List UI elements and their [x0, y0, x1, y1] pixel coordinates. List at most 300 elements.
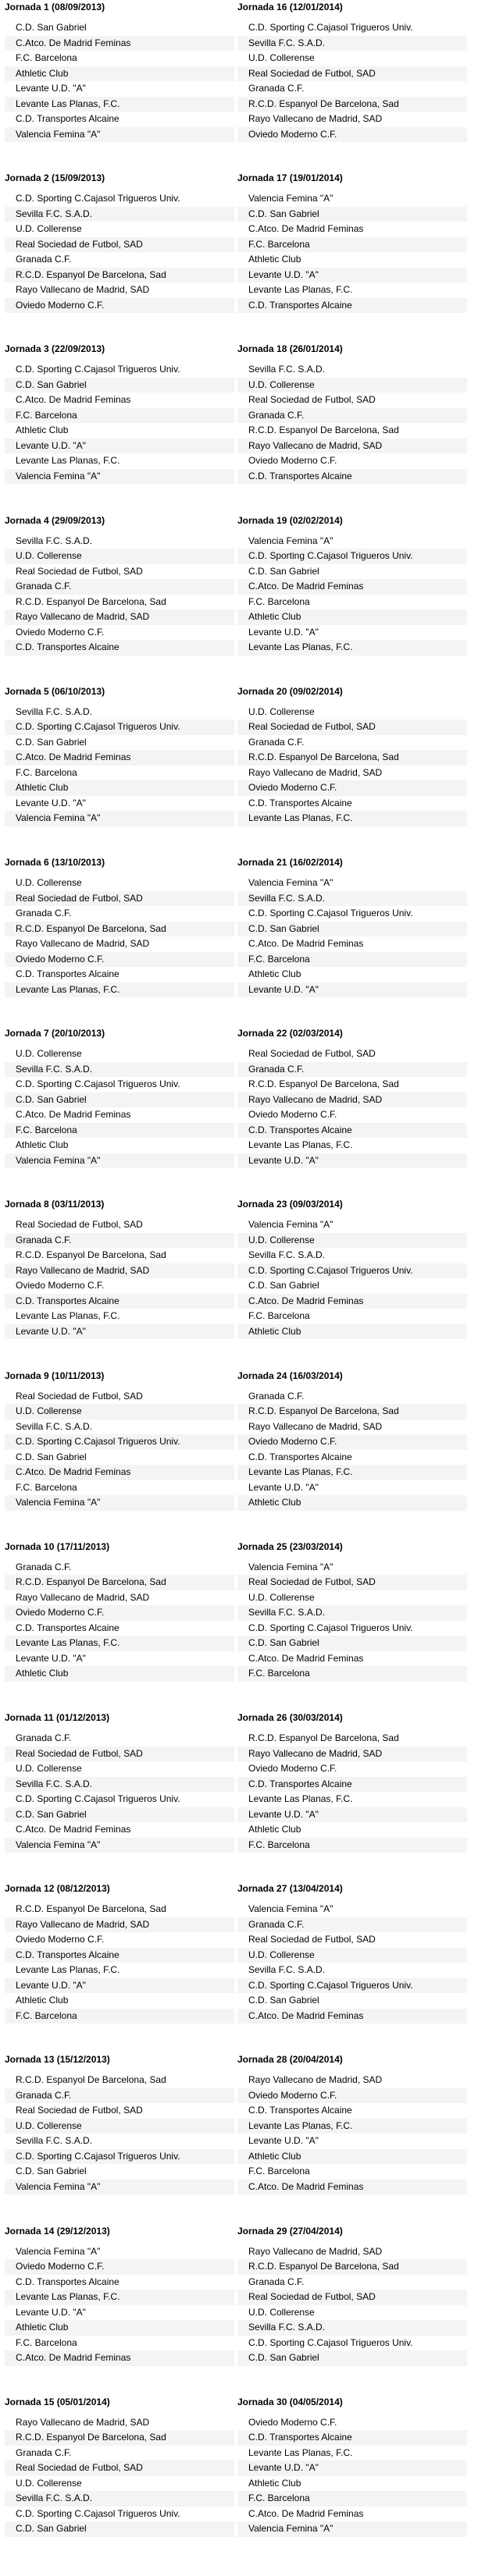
team-row: U.D. Collerense — [5, 2119, 234, 2134]
team-row: Levante U.D. "A" — [16, 797, 86, 808]
team-list — [5, 1389, 234, 1511]
team-row: Athletic Club — [5, 66, 234, 82]
team-row: F.C. Barcelona — [248, 2166, 310, 2177]
team-row: Valencia Femina "A" — [5, 1153, 234, 1169]
team-row: C.Atco. De Madrid Feminas — [16, 1824, 131, 1835]
team-row: Oviedo Moderno C.F. — [248, 1763, 337, 1774]
team-row: C.Atco. De Madrid Feminas — [5, 1465, 234, 1480]
team-row: Rayo Vallecano de Madrid, SAD — [248, 766, 383, 778]
team-row: F.C. Barcelona — [248, 595, 310, 607]
jornada-block — [5, 2396, 234, 2535]
jornada-title: Jornada 5 (06/10/2013) — [5, 685, 105, 697]
team-row: Levante Las Planas, F.C. — [16, 455, 120, 467]
team-row: Oviedo Moderno C.F. — [237, 1434, 467, 1450]
team-row: C.D. San Gabriel — [5, 1807, 234, 1823]
team-row: U.D. Collerense — [16, 1763, 82, 1774]
team-row: Levante U.D. "A" — [237, 2461, 467, 2476]
team-row: Rayo Vallecano de Madrid, SAD — [16, 2416, 150, 2428]
team-row: R.C.D. Espanyol De Barcelona, Sad — [5, 268, 234, 283]
team-row: Granada C.F. — [248, 1390, 305, 1402]
team-row: Oviedo Moderno C.F. — [16, 1934, 105, 1945]
team-list — [5, 534, 234, 656]
jornada-block — [5, 1199, 234, 1337]
team-row: C.D. Sporting C.Cajasol Trigueros Univ. — [248, 908, 413, 918]
team-row: C.D. Transportes Alcaine — [237, 1777, 467, 1793]
team-row: C.Atco. De Madrid Feminas — [248, 2507, 364, 2519]
team-row: Sevilla F.C. S.A.D. — [5, 1062, 234, 1078]
team-row: C.D. San Gabriel — [16, 22, 87, 33]
jornada-title: Jornada 7 (20/10/2013) — [5, 1028, 105, 1039]
team-row: Sevilla F.C. S.A.D. — [16, 2135, 93, 2147]
team-row: F.C. Barcelona — [237, 237, 467, 253]
jornada-title: Jornada 25 (23/03/2014) — [237, 1540, 343, 1552]
jornada-block — [237, 1028, 467, 1166]
team-row: Levante Las Planas, F.C. — [237, 1465, 467, 1480]
team-row: C.D. Transportes Alcaine — [237, 1123, 467, 1139]
team-row: Oviedo Moderno C.F. — [248, 1109, 337, 1121]
team-row: Sevilla F.C. S.A.D. — [5, 207, 234, 222]
team-row: Athletic Club — [16, 425, 69, 436]
team-row: Valencia Femina "A" — [16, 2245, 101, 2257]
team-row: Valencia Femina "A" — [248, 535, 334, 546]
team-row: Granada C.F. — [5, 2088, 234, 2104]
jornada-block — [5, 343, 234, 481]
team-row: Athletic Club — [237, 609, 467, 625]
jornada-block — [237, 514, 467, 653]
team-row: R.C.D. Espanyol De Barcelona, Sad — [248, 1732, 399, 1743]
team-list — [237, 1217, 467, 1339]
team-row: Valencia Femina "A" — [5, 1838, 234, 1853]
jornada-title: Jornada 29 (27/04/2014) — [237, 2225, 343, 2237]
team-list — [5, 705, 234, 826]
jornada-block — [5, 1883, 234, 2021]
team-row: F.C. Barcelona — [237, 2491, 467, 2507]
team-row: R.C.D. Espanyol De Barcelona, Sad — [248, 425, 399, 436]
team-row: R.C.D. Espanyol De Barcelona, Sad — [237, 1404, 467, 1419]
jornada-title: Jornada 1 (08/09/2013) — [5, 2, 105, 12]
team-row: Valencia Femina "A" — [5, 811, 234, 826]
team-row: Athletic Club — [16, 1995, 69, 2006]
team-row: C.D. Transportes Alcaine — [237, 2430, 467, 2446]
team-row: Real Sociedad de Futbol, SAD — [5, 2461, 234, 2476]
team-row: Athletic Club — [5, 1666, 234, 1682]
team-row: U.D. Collerense — [248, 705, 315, 717]
team-list — [237, 2415, 467, 2537]
team-row: Granada C.F. — [16, 1561, 72, 1572]
jornada-block — [5, 1712, 234, 1850]
team-list — [5, 20, 234, 142]
team-row: Granada C.F. — [248, 736, 305, 748]
team-row: Granada C.F. — [237, 408, 467, 424]
team-row: Sevilla F.C. S.A.D. — [237, 2320, 467, 2336]
team-row: Athletic Club — [237, 1495, 467, 1511]
jornada-block — [5, 2, 234, 140]
jornada-block — [237, 1883, 467, 2021]
jornada-title: Jornada 4 (29/09/2013) — [5, 514, 105, 526]
team-row: F.C. Barcelona — [16, 52, 77, 63]
jornada-block — [237, 2225, 467, 2364]
team-list — [5, 1046, 234, 1168]
team-row: U.D. Collerense — [16, 2477, 82, 2489]
team-row: Levante Las Planas, F.C. — [237, 640, 467, 656]
team-row: R.C.D. Espanyol De Barcelona, Sad — [16, 595, 166, 607]
team-row: C.Atco. De Madrid Feminas — [16, 394, 131, 406]
team-list — [5, 876, 234, 997]
team-row: Oviedo Moderno C.F. — [237, 2088, 467, 2104]
team-row: Granada C.F. — [248, 2276, 305, 2287]
team-row: Levante Las Planas, F.C. — [5, 97, 234, 112]
team-row: C.D. Sporting C.Cajasol Trigueros Univ. — [16, 1793, 180, 1804]
jornada-block — [237, 857, 467, 995]
team-row: C.Atco. De Madrid Feminas — [237, 2180, 467, 2195]
team-row: Sevilla F.C. S.A.D. — [237, 891, 467, 907]
jornada-block — [5, 2225, 234, 2364]
team-row: Oviedo Moderno C.F. — [237, 780, 467, 796]
team-row: Valencia Femina "A" — [5, 127, 234, 143]
team-row: Granada C.F. — [5, 579, 234, 595]
team-row: Levante U.D. "A" — [237, 1153, 467, 1169]
team-row: R.C.D. Espanyol De Barcelona, Sad — [5, 1575, 234, 1590]
team-row: Real Sociedad de Futbol, SAD — [5, 891, 234, 907]
team-row: Rayo Vallecano de Madrid, SAD — [5, 1917, 234, 1933]
team-row: Real Sociedad de Futbol, SAD — [16, 1390, 143, 1402]
team-row: C.D. Sporting C.Cajasol Trigueros Univ. — [16, 193, 180, 204]
team-row: C.D. Transportes Alcaine — [237, 469, 467, 485]
team-row: Real Sociedad de Futbol, SAD — [237, 720, 467, 735]
team-row: C.Atco. De Madrid Feminas — [5, 2350, 234, 2366]
team-row: Levante U.D. "A" — [237, 982, 467, 998]
team-row: R.C.D. Espanyol De Barcelona, Sad — [5, 922, 234, 937]
team-row: R.C.D. Espanyol De Barcelona, Sad — [237, 2259, 467, 2275]
team-row: C.D. Transportes Alcaine — [237, 298, 467, 314]
team-row: U.D. Collerense — [16, 1048, 82, 1060]
jornada-title: Jornada 2 (15/09/2013) — [5, 172, 105, 184]
team-row: Sevilla F.C. S.A.D. — [237, 36, 467, 52]
team-row: Valencia Femina "A" — [5, 469, 234, 485]
jornada-title: Jornada 20 (09/02/2014) — [237, 685, 343, 697]
team-row: Sevilla F.C. S.A.D. — [16, 535, 93, 546]
team-row: Valencia Femina "A" — [237, 2521, 467, 2537]
jornada-title: Jornada 6 (13/10/2013) — [5, 857, 105, 868]
team-list — [237, 1560, 467, 1682]
team-row: Levante U.D. "A" — [16, 83, 86, 94]
team-row: C.D. Transportes Alcaine — [248, 797, 352, 808]
team-row: C.D. Transportes Alcaine — [5, 1294, 234, 1309]
team-row: Granada C.F. — [16, 908, 72, 918]
jornada-title: Jornada 24 (16/03/2014) — [237, 1370, 343, 1381]
team-row: Levante U.D. "A" — [5, 1978, 234, 1994]
team-row: Rayo Vallecano de Madrid, SAD — [237, 439, 467, 454]
team-row: Levante U.D. "A" — [237, 1807, 467, 1823]
jornada-block — [5, 2054, 234, 2192]
team-row: Real Sociedad de Futbol, SAD — [237, 66, 467, 82]
team-row: U.D. Collerense — [248, 52, 315, 63]
team-row: F.C. Barcelona — [237, 1838, 467, 1853]
team-row: C.D. San Gabriel — [237, 2350, 467, 2366]
jornada-block — [5, 514, 234, 653]
team-list — [5, 1560, 234, 1682]
team-row: C.D. Sporting C.Cajasol Trigueros Univ. — [248, 22, 413, 33]
team-list — [237, 534, 467, 656]
team-row: Sevilla F.C. S.A.D. — [16, 705, 93, 717]
jornada-block — [237, 685, 467, 824]
team-row: Granada C.F. — [16, 1732, 72, 1743]
team-row: Athletic Club — [16, 1139, 69, 1151]
team-list — [237, 876, 467, 997]
team-row: C.Atco. De Madrid Feminas — [5, 750, 234, 766]
team-row: R.C.D. Espanyol De Barcelona, Sad — [16, 1249, 166, 1261]
team-list — [237, 2244, 467, 2366]
team-row: C.D. Sporting C.Cajasol Trigueros Univ. — [16, 1078, 180, 1090]
team-row: Sevilla F.C. S.A.D. — [5, 2491, 234, 2507]
team-row: Granada C.F. — [16, 2446, 72, 2458]
team-row: Levante Las Planas, F.C. — [5, 2290, 234, 2305]
jornada-block — [5, 172, 234, 311]
team-row: Athletic Club — [237, 2149, 467, 2165]
team-row: C.D. San Gabriel — [16, 2166, 87, 2177]
team-row: C.D. Sporting C.Cajasol Trigueros Univ. — [5, 1434, 234, 1450]
team-row: Real Sociedad de Futbol, SAD — [16, 565, 143, 577]
jornada-title: Jornada 23 (09/03/2014) — [237, 1199, 343, 1210]
team-row: C.D. San Gabriel — [5, 378, 234, 393]
team-row: C.D. Transportes Alcaine — [16, 968, 120, 979]
team-row: C.Atco. De Madrid Feminas — [248, 223, 364, 235]
team-row: C.Atco. De Madrid Feminas — [248, 1652, 364, 1664]
jornada-block — [237, 2054, 467, 2192]
jornada-block — [237, 1712, 467, 1850]
team-row: U.D. Collerense — [16, 877, 82, 888]
team-row: Oviedo Moderno C.F. — [237, 127, 467, 143]
team-row: C.D. Transportes Alcaine — [248, 2105, 352, 2116]
team-row: Valencia Femina "A" — [5, 1495, 234, 1511]
team-row: Valencia Femina "A" — [248, 1561, 334, 1572]
team-row: Levante U.D. "A" — [5, 439, 234, 454]
team-row: U.D. Collerense — [237, 1233, 467, 1249]
jornada-title: Jornada 8 (03/11/2013) — [5, 1199, 105, 1210]
team-row: C.Atco. De Madrid Feminas — [237, 2009, 467, 2024]
team-list — [237, 705, 467, 826]
team-row: U.D. Collerense — [16, 223, 82, 235]
team-row: C.D. Sporting C.Cajasol Trigueros Univ. — [16, 2507, 180, 2519]
team-list — [5, 2073, 234, 2194]
team-row: R.C.D. Espanyol De Barcelona, Sad — [16, 2074, 166, 2086]
team-row: Oviedo Moderno C.F. — [16, 626, 105, 638]
team-row: Sevilla F.C. S.A.D. — [16, 1420, 93, 1432]
team-row: Levante Las Planas, F.C. — [248, 1139, 353, 1151]
team-row: Granada C.F. — [16, 254, 72, 265]
team-row: Rayo Vallecano de Madrid, SAD — [248, 113, 383, 124]
team-row: Sevilla F.C. S.A.D. — [248, 1249, 326, 1261]
team-list — [5, 1731, 234, 1853]
team-row: Oviedo Moderno C.F. — [5, 952, 234, 968]
jornada-title: Jornada 18 (26/01/2014) — [237, 343, 343, 355]
team-row: Athletic Club — [5, 780, 234, 796]
team-row: Levante Las Planas, F.C. — [16, 1310, 120, 1322]
jornada-block — [237, 2396, 467, 2535]
team-row: Levante U.D. "A" — [248, 626, 319, 638]
team-row: Real Sociedad de Futbol, SAD — [248, 1934, 376, 1945]
team-row: R.C.D. Espanyol De Barcelona, Sad — [16, 1903, 166, 1915]
team-row: U.D. Collerense — [5, 1404, 234, 1419]
team-list — [5, 1217, 234, 1339]
team-list — [5, 362, 234, 484]
team-row: Rayo Vallecano de Madrid, SAD — [5, 1263, 234, 1279]
team-row: Granada C.F. — [248, 83, 305, 94]
jornada-block — [237, 343, 467, 481]
team-list — [237, 1046, 467, 1168]
team-row: C.D. San Gabriel — [237, 1636, 467, 1651]
jornada-title: Jornada 22 (02/03/2014) — [237, 1028, 343, 1039]
team-row: Athletic Club — [248, 254, 301, 265]
team-list — [237, 362, 467, 484]
team-row: C.D. Sporting C.Cajasol Trigueros Univ. — [248, 2336, 413, 2348]
jornada-title: Jornada 15 (05/01/2014) — [5, 2396, 110, 2407]
team-row: Levante Las Planas, F.C. — [16, 1964, 120, 1976]
team-row: Athletic Club — [248, 2477, 301, 2489]
team-row: Sevilla F.C. S.A.D. — [248, 364, 326, 375]
team-row: Rayo Vallecano de Madrid, SAD — [16, 1591, 150, 1603]
team-row: Oviedo Moderno C.F. — [5, 298, 234, 314]
team-row: F.C. Barcelona — [5, 1123, 234, 1139]
team-row: Levante Las Planas, F.C. — [248, 284, 353, 296]
jornada-title: Jornada 12 (08/12/2013) — [5, 1883, 110, 1895]
jornada-title: Jornada 13 (15/12/2013) — [5, 2054, 110, 2066]
team-list — [237, 1731, 467, 1853]
team-row: C.D. Sporting C.Cajasol Trigueros Univ. — [237, 1978, 467, 1994]
team-row: Real Sociedad de Futbol, SAD — [5, 1746, 234, 1762]
team-row: C.Atco. De Madrid Feminas — [16, 1109, 131, 1121]
team-list — [5, 1902, 234, 2023]
team-row: Sevilla F.C. S.A.D. — [248, 1964, 326, 1976]
team-row: Levante Las Planas, F.C. — [5, 1636, 234, 1651]
team-row: C.D. Sporting C.Cajasol Trigueros Univ. — [237, 549, 467, 564]
team-row: R.C.D. Espanyol De Barcelona, Sad — [237, 750, 467, 766]
team-row: C.Atco. De Madrid Feminas — [5, 36, 234, 52]
team-row: C.D. San Gabriel — [248, 565, 319, 577]
team-row: C.Atco. De Madrid Feminas — [248, 938, 364, 949]
team-list — [237, 2073, 467, 2194]
team-row: Levante U.D. "A" — [5, 1324, 234, 1340]
team-row: Granada C.F. — [237, 1917, 467, 1933]
team-row: Levante Las Planas, F.C. — [248, 2446, 353, 2458]
jornada-block — [237, 2, 467, 140]
team-row: R.C.D. Espanyol De Barcelona, Sad — [248, 1078, 399, 1090]
team-row: C.D. Transportes Alcaine — [5, 640, 234, 656]
team-row: U.D. Collerense — [237, 1948, 467, 1963]
team-list — [5, 2244, 234, 2366]
team-row: F.C. Barcelona — [16, 1481, 77, 1493]
team-row: Valencia Femina "A" — [248, 193, 334, 204]
jornada-title: Jornada 16 (12/01/2014) — [237, 2, 343, 12]
team-list — [5, 191, 234, 313]
team-row: C.D. San Gabriel — [5, 1093, 234, 1108]
team-list — [237, 1902, 467, 2023]
team-row: Valencia Femina "A" — [248, 877, 334, 888]
team-row: F.C. Barcelona — [5, 408, 234, 424]
jornada-title: Jornada 9 (10/11/2013) — [5, 1370, 105, 1381]
team-row: Levante U.D. "A" — [16, 1652, 86, 1664]
team-row: Oviedo Moderno C.F. — [248, 2416, 337, 2428]
team-row: Valencia Femina "A" — [248, 1219, 334, 1231]
jornada-title: Jornada 26 (30/03/2014) — [237, 1712, 343, 1723]
team-row: C.D. San Gabriel — [237, 207, 467, 222]
team-row: Rayo Vallecano de Madrid, SAD — [16, 284, 150, 296]
team-row: U.D. Collerense — [5, 549, 234, 564]
team-row: Levante Las Planas, F.C. — [237, 811, 467, 826]
team-row: C.D. San Gabriel — [16, 1451, 87, 1462]
team-row: Granada C.F. — [5, 1233, 234, 1249]
team-row: C.D. Transportes Alcaine — [248, 1451, 352, 1462]
team-row: Oviedo Moderno C.F. — [5, 1605, 234, 1621]
team-row: F.C. Barcelona — [5, 2009, 234, 2024]
team-row: Rayo Vallecano de Madrid, SAD — [237, 1093, 467, 1108]
team-row: Levante Las Planas, F.C. — [248, 1793, 353, 1804]
team-row: C.D. Sporting C.Cajasol Trigueros Univ. — [237, 1263, 467, 1279]
team-row: R.C.D. Espanyol De Barcelona, Sad — [237, 97, 467, 112]
jornada-title: Jornada 19 (02/02/2014) — [237, 514, 343, 526]
team-row: Real Sociedad de Futbol, SAD — [16, 1219, 143, 1231]
team-row: Levante U.D. "A" — [248, 2135, 319, 2147]
team-row: Valencia Femina "A" — [5, 2180, 234, 2195]
team-row: Sevilla F.C. S.A.D. — [5, 1777, 234, 1793]
jornada-block — [237, 1199, 467, 1337]
team-row: F.C. Barcelona — [16, 2336, 77, 2348]
team-row: Real Sociedad de Futbol, SAD — [248, 1048, 376, 1060]
team-row: F.C. Barcelona — [248, 1310, 310, 1322]
team-row: Real Sociedad de Futbol, SAD — [237, 1575, 467, 1590]
team-list — [237, 20, 467, 142]
team-row: C.Atco. De Madrid Feminas — [237, 579, 467, 595]
team-row: C.D. Sporting C.Cajasol Trigueros Univ. — [5, 720, 234, 735]
team-row: C.D. Transportes Alcaine — [16, 1622, 120, 1633]
team-row: C.D. San Gabriel — [16, 736, 87, 748]
team-row: C.D. Sporting C.Cajasol Trigueros Univ. — [16, 364, 180, 375]
jornada-block — [237, 1540, 467, 1679]
jornada-block — [237, 1370, 467, 1508]
team-row: Levante Las Planas, F.C. — [5, 982, 234, 998]
team-row: Rayo Vallecano de Madrid, SAD — [248, 2074, 383, 2086]
jornada-block — [5, 1540, 234, 1679]
team-row: Valencia Femina "A" — [248, 1903, 334, 1915]
team-row: Athletic Club — [5, 2320, 234, 2336]
team-row: C.D. San Gabriel — [237, 922, 467, 937]
team-row: C.D. Sporting C.Cajasol Trigueros Univ. — [248, 1622, 413, 1633]
team-row: Real Sociedad de Futbol, SAD — [248, 394, 376, 406]
team-row: U.D. Collerense — [237, 378, 467, 393]
team-row: F.C. Barcelona — [237, 1666, 467, 1682]
team-row: Oviedo Moderno C.F. — [248, 455, 337, 467]
team-row: Athletic Club — [248, 1824, 301, 1835]
jornada-block — [5, 685, 234, 824]
team-row: F.C. Barcelona — [16, 766, 77, 778]
team-row: C.D. Transportes Alcaine — [16, 2276, 120, 2287]
team-row: Real Sociedad de Futbol, SAD — [16, 2105, 143, 2116]
team-row: Oviedo Moderno C.F. — [5, 2259, 234, 2275]
team-row: Levante U.D. "A" — [248, 1481, 319, 1493]
team-row: U.D. Collerense — [248, 1591, 315, 1603]
team-list — [237, 1389, 467, 1511]
jornada-block — [5, 1028, 234, 1166]
jornada-title: Jornada 21 (16/02/2014) — [237, 857, 343, 868]
jornada-title: Jornada 10 (17/11/2013) — [5, 1540, 110, 1552]
team-row: Levante U.D. "A" — [237, 268, 467, 283]
team-row: Real Sociedad de Futbol, SAD — [5, 237, 234, 253]
team-row: C.D. Transportes Alcaine — [5, 1948, 234, 1963]
team-row: U.D. Collerense — [248, 2306, 315, 2318]
team-row: Rayo Vallecano de Madrid, SAD — [248, 2245, 383, 2257]
team-row: Athletic Club — [248, 968, 301, 979]
jornada-block — [5, 1370, 234, 1508]
